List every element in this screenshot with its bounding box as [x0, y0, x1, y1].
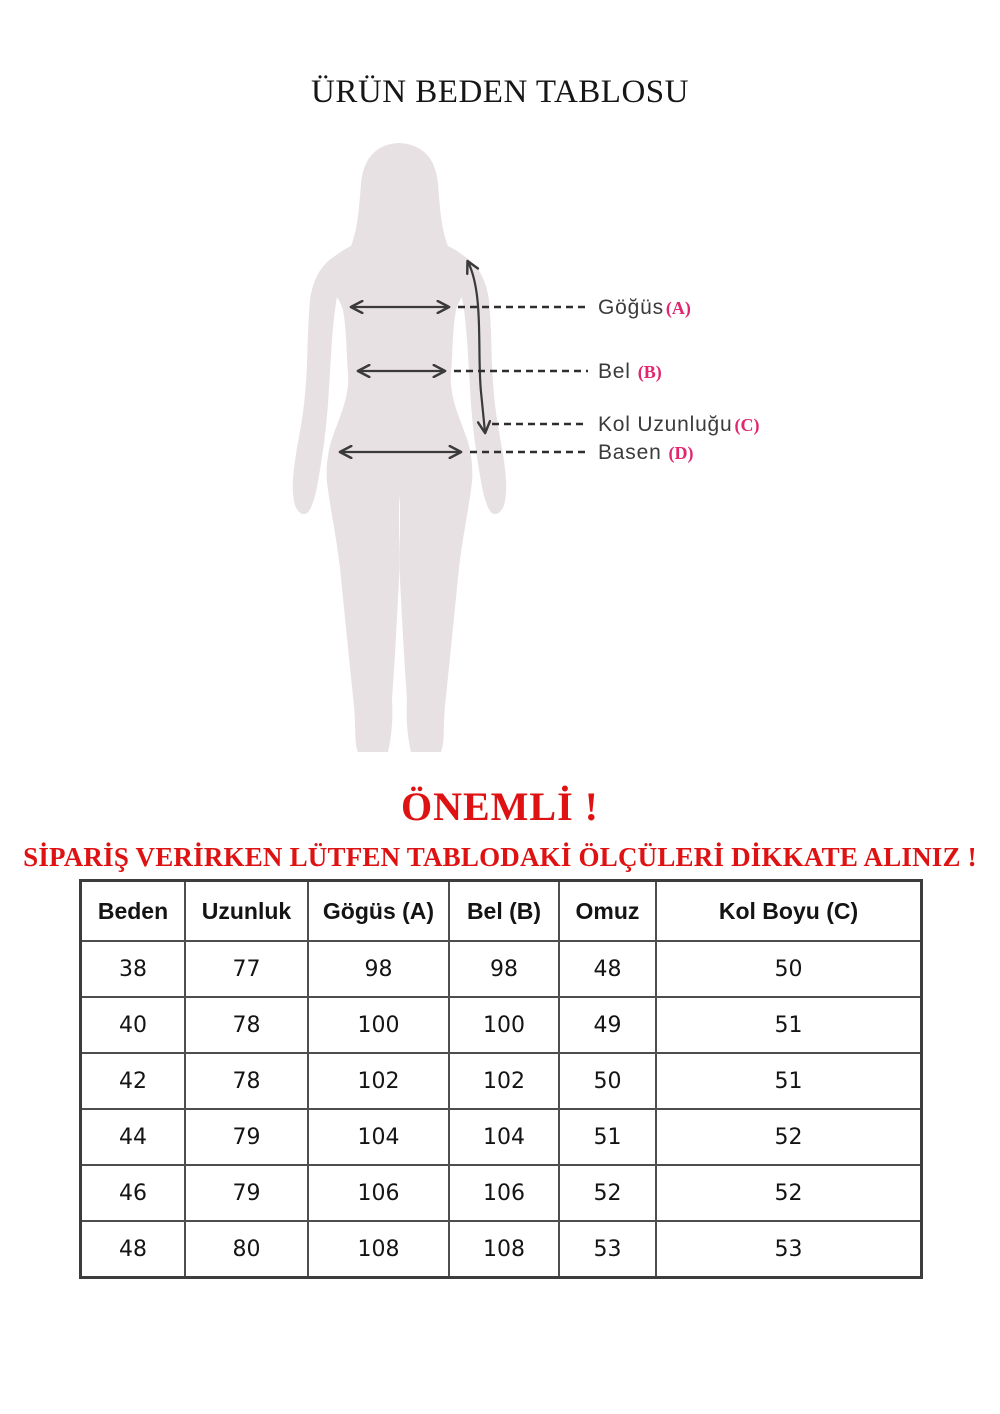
column-header: Uzunluk: [185, 881, 308, 942]
waist-label-text: Bel: [598, 360, 631, 383]
order-warning-text: SİPARİŞ VERİRKEN LÜTFEN TABLODAKİ ÖLÇÜLERİ DİKKATE ALINIZ !: [23, 842, 977, 872]
table-cell: 77: [185, 941, 308, 997]
table-row: [81, 997, 922, 1053]
column-header: Bel (B): [449, 881, 559, 942]
size-table-header-row: [81, 881, 922, 942]
table-row: [81, 1109, 922, 1165]
table-cell: 40: [81, 997, 186, 1053]
column-header: Kol Boyu (C): [656, 881, 922, 942]
waist-label-letter: (B): [637, 362, 662, 382]
table-cell: 80: [185, 1221, 308, 1278]
table-cell: 51: [656, 997, 922, 1053]
table-cell: 98: [449, 941, 559, 997]
table-cell: 79: [185, 1109, 308, 1165]
size-table: [79, 879, 923, 1279]
table-cell: 50: [559, 1053, 656, 1109]
table-row: [81, 941, 922, 997]
table-cell: 42: [81, 1053, 186, 1109]
table-cell: 98: [308, 941, 449, 997]
table-cell: 104: [449, 1109, 559, 1165]
table-cell: 49: [559, 997, 656, 1053]
table-cell: 78: [185, 997, 308, 1053]
table-cell: 53: [656, 1221, 922, 1278]
column-header: Beden: [81, 881, 186, 942]
table-cell: 102: [308, 1053, 449, 1109]
hip-label-text: Basen: [598, 441, 662, 464]
table-cell: 52: [656, 1165, 922, 1221]
table-cell: 100: [449, 997, 559, 1053]
table-cell: 106: [449, 1165, 559, 1221]
table-cell: 78: [185, 1053, 308, 1109]
table-cell: 106: [308, 1165, 449, 1221]
table-cell: 102: [449, 1053, 559, 1109]
size-table-head: [81, 881, 922, 942]
table-cell: 52: [559, 1165, 656, 1221]
table-cell: 48: [559, 941, 656, 997]
table-cell: 52: [656, 1109, 922, 1165]
table-cell: 100: [308, 997, 449, 1053]
table-cell: 108: [449, 1221, 559, 1278]
table-row: [81, 1165, 922, 1221]
size-table-body: [81, 941, 922, 1278]
table-cell: 38: [81, 941, 186, 997]
chest-label-text: Göğüs: [598, 296, 664, 319]
table-row: [81, 1053, 922, 1109]
arm-length-label-letter: (C): [734, 415, 760, 435]
table-cell: 79: [185, 1165, 308, 1221]
table-row: [81, 1221, 922, 1278]
column-header: Gögüs (A): [308, 881, 449, 942]
table-cell: 108: [308, 1221, 449, 1278]
column-header: Omuz: [559, 881, 656, 942]
arm-length-label-text: Kol Uzunluğu: [598, 413, 733, 436]
chest-label-letter: (A): [665, 298, 691, 318]
table-cell: 53: [559, 1221, 656, 1278]
important-heading: ÖNEMLİ !: [401, 784, 599, 829]
hip-label-letter: (D): [668, 443, 694, 463]
page-title: ÜRÜN BEDEN TABLOSU: [311, 74, 689, 110]
chest-label: [598, 297, 691, 319]
table-cell: 104: [308, 1109, 449, 1165]
table-cell: 51: [656, 1053, 922, 1109]
table-cell: 44: [81, 1109, 186, 1165]
female-silhouette-icon: [293, 143, 506, 752]
table-cell: 51: [559, 1109, 656, 1165]
arm-length-label: [598, 414, 760, 436]
table-cell: 48: [81, 1221, 186, 1278]
table-cell: 46: [81, 1165, 186, 1221]
waist-label: [598, 361, 662, 383]
hip-label: [598, 442, 694, 464]
table-cell: 50: [656, 941, 922, 997]
